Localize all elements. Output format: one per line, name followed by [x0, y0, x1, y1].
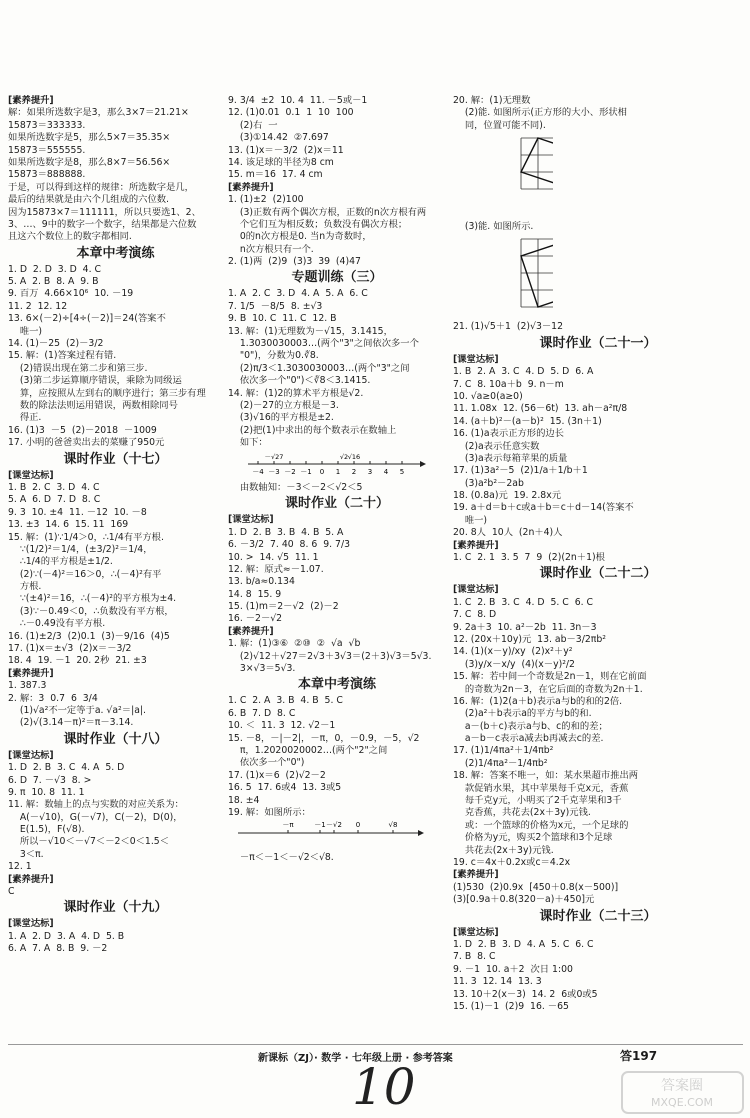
answer-line: 16. －2－√2 [228, 613, 283, 625]
answer-line: 18. 解：答案不唯一，如：某水果超市推出两 [453, 770, 639, 782]
answer-line: 1. (1)±2 (2)100 [228, 194, 304, 206]
answer-line: ∵(±4)²＝16，∴(－4)²的平方根为±4. [8, 593, 177, 605]
subsection-label: [课堂达标] [8, 469, 54, 481]
section-heading: 本章中考演练 [297, 677, 376, 693]
answer-line: 3＜π. [8, 848, 44, 860]
answer-line: 11. 解：数轴上的点与实数的对应关系为： [8, 799, 184, 811]
number-line-label: －2 [284, 467, 296, 476]
page-number: 答197 [620, 1049, 658, 1063]
answer-line: 个它们互为相反数；负数没有偶次方根； [228, 218, 408, 230]
answer-line: 1.3030030003…(两个"3"之间依次多一个 [228, 338, 419, 350]
subsection-label: [课堂达标] [453, 926, 499, 938]
answer-line: 16. (1)3 －5 (2)－2018 －1009 [8, 424, 157, 436]
answer-line: 或：一个篮球的价格为x元，一个足球的 [453, 819, 629, 831]
answer-line: 款促销水果，其中苹果每千克x元，香蕉 [453, 782, 629, 794]
section-heading: 课时作业（二十一） [539, 335, 657, 351]
answer-line: 最后的结果就是由六个几组成的六位数. [8, 194, 170, 206]
answer-line: 19. c＝4x＋0.2x或c＝4.2x [453, 857, 571, 868]
subsection-label: [课堂达标] [453, 584, 499, 596]
section-heading: 课时作业（十八） [63, 731, 168, 747]
answer-line: 1. C 2. A 3. B 4. B 5. C [228, 695, 343, 707]
answer-line: 所以－√10＜－√7＜－2＜0＜1.5＜ [8, 836, 169, 848]
svg-text:答案圈: 答案圈 [661, 1078, 703, 1094]
answer-line: 17. (1)1/4πa²＋1/4πb² [453, 745, 554, 757]
subsection-label: [课堂达标] [453, 353, 499, 365]
number-line-label: －3 [268, 467, 280, 476]
answer-line: 14. 该足球的半径为8 cm [228, 156, 334, 168]
answer-column-middle [228, 95, 446, 864]
answer-line: 15. 解：(1)答案过程有错. [8, 350, 117, 362]
answer-line: 由数轴知：－3＜－2＜√2＜5 [228, 481, 363, 493]
answer-line: ∴－0.49没有平方根. [8, 618, 106, 630]
footer-rule [8, 1044, 743, 1045]
square-grid-figure-2 [453, 235, 553, 315]
answer-line: 15. 解：(1)∵1/4＞0，∴1/4有平方根. [8, 531, 164, 543]
section-heading: 课时作业（十九） [63, 900, 168, 916]
answer-line: 9. 3 10. ±4 11. －12 10. －8 [8, 506, 147, 518]
answer-line: "0")，分数为0.∛8. [228, 350, 319, 362]
number-line-point-label: －√27 [264, 452, 284, 461]
answer-line: 15. (1)－1 (2)9 16. －65 [453, 1000, 569, 1012]
answer-line: 13. 10＋2(x－3) 14. 2 6或0或5 [453, 988, 598, 1000]
number-line-figure [228, 821, 428, 845]
answer-line: 18. ±4 [228, 794, 260, 806]
answer-line: 1. D 2. B 3. C 4. A 5. D [8, 762, 125, 774]
answer-line: a－(b＋c)表示a与b、c的和的差； [453, 720, 608, 732]
answer-line: ∴1/4的平方根是±1/2. [8, 556, 113, 568]
answer-line: (3)第二步运算顺序错误，乘除为同级运 [8, 375, 182, 387]
answer-line: 的奇数为2n－3，在它后面的奇数为2n＋1. [453, 683, 643, 695]
answer-line: 1. 387.3 [8, 680, 47, 692]
answer-line: (2)能. 如图所示(正方形的大小、形状相 [453, 107, 627, 119]
answer-line: 依次多一个"0")＜∛8＜3.1415. [228, 375, 371, 387]
answer-line: (3)∵－0.49＜0，∴负数没有平方根， [8, 605, 174, 617]
answer-line: 15. (1)m＝2－√2 (2)－2 [228, 601, 339, 613]
answer-line: 10. > 14. √5 11. 1 [228, 551, 319, 563]
answer-line: (3)y/x－x/y (4)(x－y)²/2 [453, 658, 575, 670]
section-heading: 本章中考演练 [76, 245, 155, 261]
number-line-figure [228, 452, 428, 476]
answer-line: 2. (1)两 (2)9 (3)3 39 (4)47 [228, 256, 361, 268]
tilted-square [521, 138, 553, 189]
answer-line: (2)a表示任意实数 [453, 440, 540, 452]
answer-line: 3×√3＝5√3. [228, 663, 296, 675]
answer-line: 1. D 2. B 3. B 4. B 5. A [228, 526, 344, 538]
number-line-label: －1 [314, 821, 326, 830]
answer-line: 7. C 8. 10a＋b 9. n－m [453, 378, 564, 390]
answer-line: 9. 百万 4.66×10⁶ 10. －19 [8, 288, 134, 300]
answer-line: 13. 6×(－2)÷[4÷(－2)]＝24(答案不 [8, 313, 166, 325]
answer-line: 9. －1 10. a＋2 次日 1:00 [453, 963, 573, 975]
answer-line: 19. a＋d＝b＋c或a＋b＝c＋d－14(答案不 [453, 502, 634, 514]
answer-line: 14. 8 15. 9 [228, 588, 282, 600]
answer-line: 1. C 2. 1 3. 5 7 9 (2)(2n＋1)根 [453, 552, 605, 564]
answer-line: 1. A 2. C 3. D 4. A 5. A 6. C [228, 288, 368, 300]
answer-line: 15. 解：若中间一个奇数是2n－1，则在它前面 [453, 671, 647, 683]
answer-line: 依次多一个"0") [228, 757, 305, 769]
answer-line: 7. 1/5 －8/5 8. ±√3 [228, 300, 323, 312]
answer-line: (2)错误出现在第二步和第三步. [8, 362, 148, 374]
answer-line: (3)能. 如图所示. [453, 220, 534, 232]
answer-line: 1. D 2. D 3. D 4. C [8, 263, 102, 275]
subsection-label: [素养提升] [8, 873, 54, 885]
answer-line: 1. C 2. B 3. C 4. D 5. C 6. C [453, 596, 594, 608]
footer-title: 新课标（ZJ）· 数学 · 七年级上册 · 参考答案 [258, 1053, 453, 1064]
answer-line: (2)√(3.14－π)²＝π－3.14. [8, 717, 134, 729]
answer-line: (2)－27的立方根是－3. [228, 399, 339, 411]
answer-line: 21. (1)√5＋1 (2)√3－12 [453, 321, 564, 333]
answer-line: 14. (a＋b)²－(a－b)² 15. (3n＋1) [453, 415, 602, 427]
subsection-label: [课堂达标] [8, 749, 54, 761]
answer-line: 如果所选数字是5，那么5×7＝35.35× [8, 132, 171, 144]
answer-line: 1. B 2. C 3. D 4. C [8, 481, 100, 493]
answer-line: 9. π 10. 8 11. 1 [8, 786, 85, 798]
answer-line: 15873＝555555. [8, 144, 86, 156]
answer-line: 14. 解：(1)2的算术平方根是√2. [228, 387, 364, 399]
number-line-point-label: √16 [347, 452, 361, 461]
answer-line: 11. 2 12. 12 [8, 300, 68, 312]
answer-line: 9. B 10. C 11. C 12. B [228, 313, 337, 325]
answer-line: 11. 3 12. 14 13. 3 [453, 976, 542, 988]
answer-line: (2)把(1)中求出的每个数表示在数轴上 [228, 424, 397, 436]
handwritten-page-note: 10 [352, 1058, 416, 1116]
answer-line: 11. 1.08x 12. (56－6t) 13. ah－a²π/8 [453, 403, 628, 415]
answer-line: 14. (1)－25 (2)－3/2 [8, 338, 104, 350]
answer-line: 6. －3/2 7. 40 8. 6 9. 7/3 [228, 539, 350, 551]
answer-line: 唯一) [8, 325, 43, 337]
subsection-label: [素养提升] [8, 95, 54, 106]
answer-line: 1. D 2. B 3. D 4. A 5. C 6. C [453, 938, 594, 950]
answer-line: (2)∵(－4)²＝16＞0，∴(－4)²有平 [8, 568, 162, 580]
section-heading: 课时作业（二十） [284, 496, 389, 512]
answer-line: a－b－c表示a减去b再减去c的差. [453, 733, 604, 745]
answer-line: 且这六个数位上的数字都相同. [8, 231, 132, 243]
answer-line: (2)右 一 [228, 119, 278, 131]
answer-line: 17. (1)x＝6 (2)√2－2 [228, 769, 326, 781]
answer-line: (1)√a²不一定等于a. √a²＝|a|. [8, 704, 146, 716]
answer-line: (2)π/3＜1.3030030003…(两个"3"之间 [228, 362, 410, 374]
subsection-label: [课堂达标] [8, 918, 54, 930]
answer-line: 10. √a≥0(a≥0) [453, 390, 523, 402]
number-line-label: －1 [300, 467, 312, 476]
answer-line: (3)①14.42 ②7.697 [228, 132, 329, 144]
subsection-label: [素养提升] [228, 625, 274, 637]
answer-column-right [453, 95, 743, 1013]
subsection-label: [课堂达标] [228, 514, 274, 526]
answer-line: 同，位置可能不同). [453, 119, 546, 131]
answer-line: 16. 5 17. 6或4 13. 3或5 [228, 782, 342, 794]
answer-line: 7. C 8. D [453, 609, 497, 621]
square-grid-figure [453, 134, 553, 214]
answer-line: 13. 解：(1)无理数为－√15，3.1415， [228, 325, 393, 337]
subsection-label: [素养提升] [8, 667, 54, 679]
answer-line: 于是，可以得到这样的规律：所选数字是几， [8, 181, 194, 193]
answer-line: 15873＝888888. [8, 169, 86, 181]
answer-line: 15873＝333333. [8, 119, 86, 131]
answer-line: 9. 3/4 ±2 10. 4 11. －5或－1 [228, 95, 368, 106]
number-line-label: 1 [335, 467, 341, 476]
answer-line: 5. A 2. B 8. A 9. B [8, 276, 99, 288]
number-line-label: 0 [319, 467, 325, 476]
answer-line: (2)a²＋b表示a的平方与b的和. [453, 708, 592, 720]
answer-line: 9. 2a＋3 10. a²－2b 11. 3n－3 [453, 621, 597, 633]
svg-text:MXQE.COM: MXQE.COM [651, 1096, 713, 1109]
number-line-label: 4 [383, 467, 389, 476]
answer-line: (1)530 (2)0.9x [450＋0.8(x－500)] [453, 881, 619, 893]
answer-line: (3)√16的平方根是±2. [228, 412, 334, 424]
answer-line: 如果所选数字是8，那么8×7＝56.56× [8, 156, 171, 168]
answer-line: 17. (1)x＝±√3 (2)x＝－3/2 [8, 643, 132, 655]
answer-line: 0的n次方根是0. 当n为奇数时， [228, 231, 372, 243]
answer-line: 20. 解：(1)无理数 [453, 95, 531, 106]
answer-line: 13. b/a≈0.134 [228, 576, 295, 588]
answer-line: 13. ±3 14. 6 15. 11 169 [8, 519, 129, 531]
answer-line: ∵(1/2)²＝1/4，(±3/2)²＝1/4， [8, 543, 153, 555]
answer-line: 12. 解：原式≈－1.07. [228, 563, 324, 575]
answer-line: 2. 解：3 0.7 6 3/4 [8, 692, 98, 704]
answer-line: 数的除法法则运用错误，两数相除同号 [8, 399, 178, 411]
answer-line: 14. (1)(x－y)/xy (2)x²＋y² [453, 646, 573, 658]
answer-line: 7. B 8. C [453, 951, 496, 963]
answer-line: 克香蕉，共花去(2x＋3y)元钱. [453, 807, 591, 819]
number-line-label: 2 [351, 467, 357, 476]
answer-line: 6. A 7. A 8. B 9. －2 [8, 943, 108, 955]
answer-line: 方根. [8, 581, 42, 593]
answer-line: 6. B 7. D 8. C [228, 707, 296, 719]
answer-line: 15. －8，－|－2|，－π，0，－0.9，－5，√2 [228, 732, 420, 744]
answer-line: E(1.5)，F(√8). [8, 824, 85, 836]
answer-line: 12. (20x＋10y)元 13. ab－3/2πb² [453, 633, 606, 645]
answer-line: 唯一) [453, 514, 488, 526]
number-line-label: －√2 [326, 821, 342, 830]
answer-line: 1. 解：(1)③⑥ ②⑩ ② √a √b [228, 638, 361, 650]
number-line-label: 3 [367, 467, 373, 476]
number-line-label: √8 [388, 821, 398, 830]
answer-line: A(－√10)，G(－√7)，C(－2)，D(0)， [8, 811, 183, 823]
answer-line: 6. D 7. －√3 8. > [8, 774, 92, 786]
answer-line: 10. ＜ 11. 3 12. √2－1 [228, 720, 336, 732]
number-line-label: 5 [399, 467, 405, 476]
answer-line: 18. (0.8a)元 19. 2.8x元 [453, 490, 562, 502]
subsection-label: [素养提升] [453, 539, 499, 551]
answer-line: 12. 1 [8, 861, 32, 873]
subsection-label: [素养提升] [453, 869, 499, 881]
answer-line: 得正. [8, 412, 42, 424]
answer-line: C [8, 886, 15, 898]
answer-line: 共花去(2x＋3y)元钱. [453, 844, 554, 856]
answer-line: 5. A 6. D 7. D 8. C [8, 494, 101, 506]
answer-line: 20. 8人 10人 (2n＋4)人 [453, 527, 563, 539]
answer-line: (3)正数有两个偶次方根，正数的n次方根有两 [228, 206, 427, 218]
section-heading: 专题训练（三） [291, 270, 383, 286]
answer-line: 1. A 2. D 3. A 4. D 5. B [8, 930, 125, 942]
answer-line: －π＜－1＜－√2＜√8. [228, 851, 334, 863]
answer-line: 算，应按照从左到右的顺序进行；第三步有理 [8, 387, 206, 399]
section-heading: 课时作业（二十二） [539, 566, 657, 582]
answer-line: 解：如果所选数字是3，那么3×7＝21.21× [8, 107, 189, 119]
answer-line: 每千克y元，小明买了2千克苹果和3千 [453, 795, 622, 807]
number-line-point-label: √2 [339, 452, 349, 461]
answer-line: (2)√12＋√27＝2√3＋3√3＝(2＋3)√3＝5√3. [228, 650, 432, 662]
answer-line: 17. (1)3a²－5 (2)1/a＋1/b＋1 [453, 465, 588, 477]
answer-line: 13. (1)x＝－3/2 (2)x＝11 [228, 144, 344, 156]
number-line-label: －π [282, 821, 294, 830]
answer-line: 3、…、9中的数字一个数字，结果都是六位数 [8, 218, 197, 230]
answer-line: 18. 4 19. －1 20. 2秒 21. ±3 [8, 655, 147, 667]
answer-line: 12. (1)0.01 0.1 1 10 100 [228, 107, 354, 119]
answer-column-left [8, 95, 223, 956]
answer-line: 19. 解：如图所示： [228, 806, 311, 818]
answer-line: 价格为y元，购买2个篮球和3个足球 [453, 832, 613, 844]
answer-line: 16. (1)±2/3 (2)0.1 (3)－9/16 (4)5 [8, 630, 170, 642]
watermark-logo [620, 1070, 745, 1115]
answer-line: 1. B 2. A 3. C 4. D 5. D 6. A [453, 366, 594, 378]
answer-line: 17. 小明的爸爸卖出去的菜赚了950元 [8, 437, 165, 449]
answer-line: (3)a²b²－2ab [453, 477, 524, 489]
section-heading: 课时作业（十七） [63, 451, 168, 467]
answer-line: 因为15873×7＝111111，所以只要选1、2、 [8, 206, 201, 218]
answer-line: (2)1/4πa²－1/4πb² [453, 757, 548, 769]
answer-line: 16. (1)a表示正方形的边长 [453, 428, 564, 440]
answer-line: π，1.2020020002…(两个"2"之间 [228, 744, 388, 756]
answer-line: 15. m＝16 17. 4 cm [228, 169, 323, 181]
number-line-label: 0 [355, 821, 361, 830]
answer-line: n次方根只有一个. [228, 243, 314, 255]
answer-line: 16. 解：(1)2(a＋b)表示a与b的和的2倍. [453, 695, 623, 707]
answer-line: 如下： [228, 437, 268, 449]
answer-line: (3)a表示每箱苹果的质量 [453, 452, 568, 464]
answer-line: (3)[0.9a＋0.8(320－a)＋450]元 [453, 894, 595, 906]
subsection-label: [素养提升] [228, 181, 274, 193]
number-line-label: －4 [252, 467, 264, 476]
section-heading: 课时作业（二十三） [539, 908, 657, 924]
